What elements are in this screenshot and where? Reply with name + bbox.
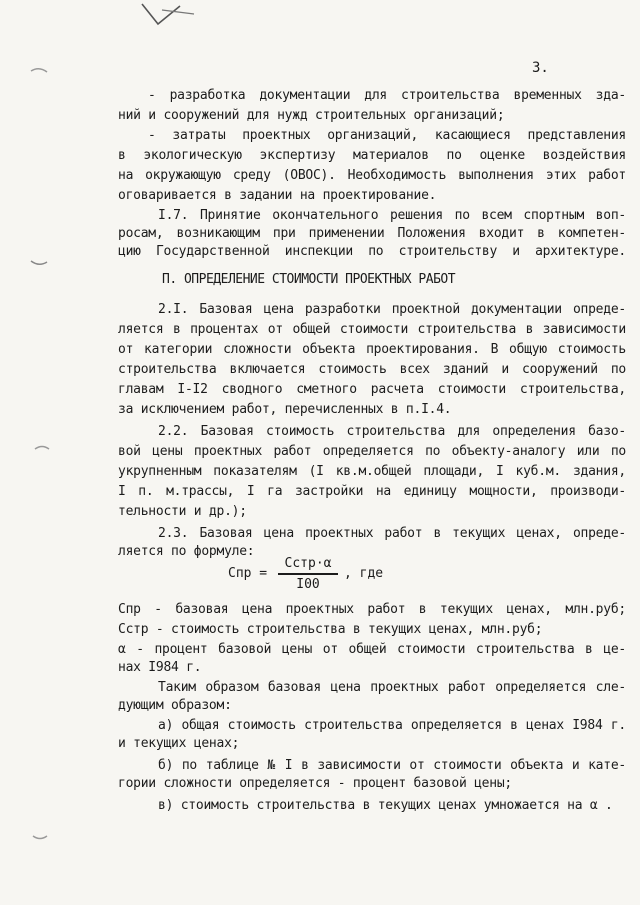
pen-mark-top	[140, 0, 200, 30]
text-line: α - процент базовой цены от общей стоимости строительства в це-	[118, 642, 626, 657]
text-line: 2.3. Базовая цена проектных работ в текущих ценах, опреде-	[158, 526, 626, 541]
text-line: в) стоимость строительства в текущих ценах умножается на α .	[158, 798, 613, 813]
punch-mark-1	[30, 66, 48, 76]
punch-mark-2	[30, 258, 48, 268]
formula-denominator: I00	[296, 576, 320, 592]
price-formula	[228, 556, 448, 596]
text-line: Спр - базовая цена проектных работ в текущих ценах, млн.руб;	[118, 602, 626, 617]
formula-fraction	[278, 556, 338, 593]
text-line: 2.2. Базовая стоимость строительства для определения базо-	[158, 424, 626, 439]
page-number: 3.	[532, 60, 549, 76]
text-line: и текущих ценах;	[118, 736, 240, 751]
text-line: нах I984 г.	[118, 660, 202, 675]
text-line: б) по таблице № I в зависимости от стоимости объекта и кате-	[158, 758, 626, 773]
punch-mark-4	[32, 832, 48, 842]
text-line: росам, возникающим при применении Положения входит в компетен-	[118, 226, 626, 241]
text-line: I.7. Принятие окончательного решения по всем спортным воп-	[158, 208, 626, 223]
text-line: цию Государственной инспекции по строительству и архитектуре.	[118, 244, 626, 259]
text-line: 2.I. Базовая цена разработки проектной документации опреде-	[158, 302, 626, 317]
text-line: Таким образом базовая цена проектных работ определяется сле-	[158, 680, 626, 695]
text-line: - затраты проектных организаций, касающиеся представления	[148, 128, 626, 143]
text-line: а) общая стоимость строительства определяется в ценах I984 г.	[158, 718, 626, 733]
text-line: главам I-I2 сводного сметного расчета стоимости строительства,	[118, 382, 626, 397]
text-line: строительства включается стоимость всех зданий и сооружений по	[118, 362, 626, 377]
text-line: ний и сооружений для нужд строительных организаций;	[118, 108, 505, 123]
text-line: дующим образом:	[118, 698, 232, 713]
text-line: оговаривается в задании на проектирование.	[118, 188, 437, 203]
text-line: тельности и др.);	[118, 504, 247, 519]
text-line: - разработка документации для строительства временных зда-	[148, 88, 626, 103]
text-line: от категории сложности объекта проектирования. В общую стоимость	[118, 342, 626, 357]
formula-suffix: , где	[344, 566, 384, 581]
text-line: ляется в процентах от общей стоимости строительства в зависимости	[118, 322, 626, 337]
text-line: ляется по формуле:	[118, 544, 255, 559]
formula-lhs: Спр =	[228, 566, 268, 581]
punch-mark-3	[34, 444, 50, 454]
fraction-bar	[278, 573, 338, 575]
text-line: за исключением работ, перечисленных в п.I.4.	[118, 402, 452, 417]
text-line: на окружающую среду (ОВОС). Необходимость выполнения этих работ	[118, 168, 626, 183]
text-line: в экологическую экспертизу материалов по оценке воздействия	[118, 148, 626, 163]
text-line: гории сложности определяется - процент базовой цены;	[118, 776, 512, 791]
text-line: укрупненным показателям (I кв.м.общей площади, I куб.м. здания,	[118, 464, 626, 479]
section-heading: П. ОПРЕДЕЛЕНИЕ СТОИМОСТИ ПРОЕКТНЫХ РАБОТ	[162, 272, 456, 287]
text-line: вой цены проектных работ определяется по объекту-аналогу или по	[118, 444, 626, 459]
formula-numerator: Сстр·α	[284, 556, 332, 571]
text-line: I п. м.трассы, I га застройки на единицу мощности, производи-	[118, 484, 626, 499]
text-line: Сстр - стоимость строительства в текущих ценах, млн.руб;	[118, 622, 543, 637]
